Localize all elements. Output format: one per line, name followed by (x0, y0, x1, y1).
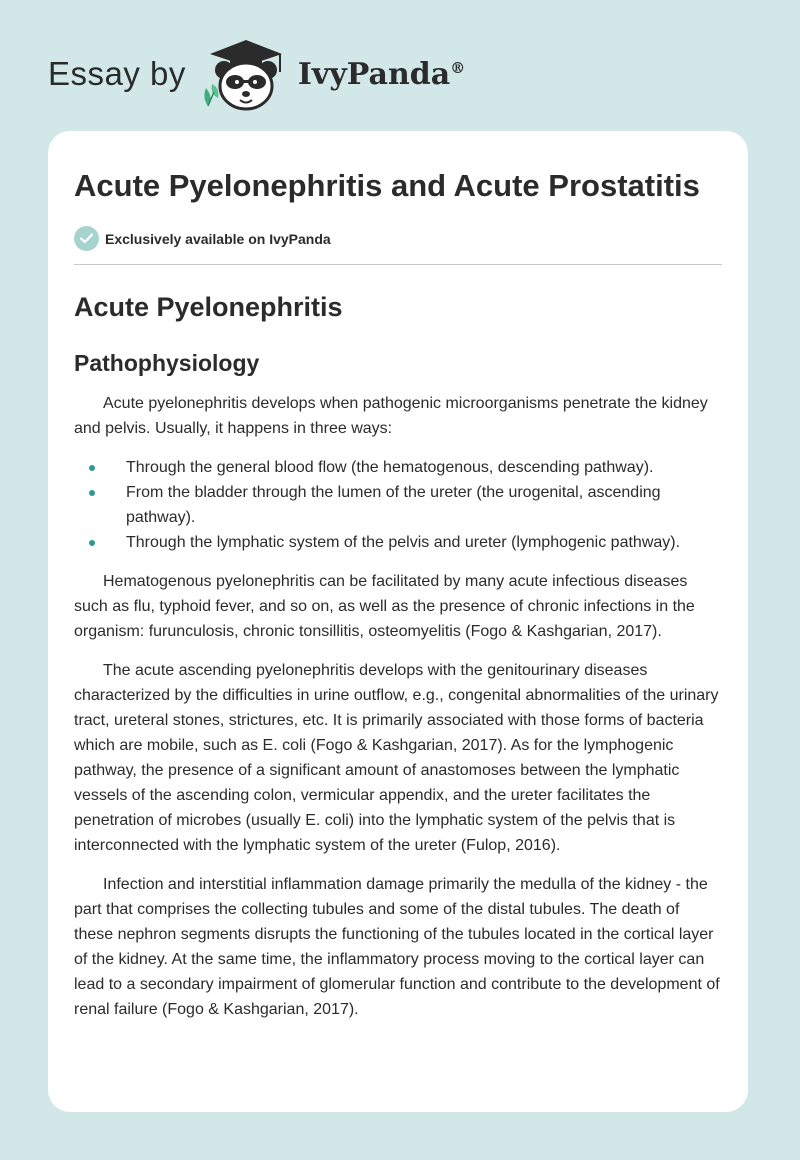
body-paragraph: Hematogenous pyelonephritis can be facilitated by many acute infectious diseases such as flu, typhoid fever, and so on, as well as the presence of chronic infections in the organism: furunculosis, chronic tonsillitis, osteomyelitis (Fogo & Kashgarian, 2017). (74, 573, 695, 640)
brand-name[interactable] (298, 57, 465, 92)
essay-by-label: Essay by (48, 55, 186, 92)
title-divider (74, 264, 722, 265)
section-heading: Acute Pyelonephritis (74, 292, 343, 322)
registered-mark: ® (450, 58, 466, 77)
article-title: Acute Pyelonephritis and Acute Prostatitis (74, 168, 700, 203)
site-header (48, 34, 465, 114)
exclusive-badge-label: Exclusively available on IvyPanda (105, 230, 331, 247)
list-item: Through the lymphatic system of the pelvis and ureter (lymphogenic pathway). (74, 530, 722, 555)
check-circle-icon (74, 226, 99, 251)
article-card (48, 131, 748, 1112)
intro-paragraph: Acute pyelonephritis develops when pathogenic microorganisms penetrate the kidney and pelvis. Usually, it happens in three ways: (74, 395, 708, 437)
exclusive-badge (74, 226, 722, 251)
body-paragraph: Infection and interstitial inflammation damage primarily the medulla of the kidney - the part that comprises the collecting tubules and some of the distal tubules. The death of these nephron segments disrupts the functioning of the tubules located in the cortical layer of the kidney. At the same time, the inflammatory process moving to the cortical layer can lead to a secondary impairment of glomerular function and contribute to the development of renal failure (Fogo & Kashgarian, 2017). (74, 876, 720, 1018)
panda-logo-icon[interactable] (200, 36, 292, 112)
list-item: From the bladder through the lumen of the ureter (the urogenital, ascending pathway). (74, 480, 722, 530)
subsection-heading: Pathophysiology (74, 350, 260, 376)
pathway-list (74, 455, 722, 555)
list-item: Through the general blood flow (the hematogenous, descending pathway). (74, 455, 722, 480)
brand-label: IvyPanda (297, 56, 451, 92)
body-paragraph: The acute ascending pyelonephritis develops with the genitourinary diseases characterized by the difficulties in urine outflow, e.g., congenital abnormalities of the urinary tract, ureteral stones, strictures, etc. It is primarily associated with those forms of bacteria which are mobile, such as E. coli (Fogo & Kashgarian, 2017). As for the lymphogenic pathway, the presence of a significant amount of anastomoses between the lymphatic vessels of the ascending colon, vermicular appendix, and the ureter facilitates the penetration of microbes (usually E. coli) into the lymphatic system of the pelvis that is interconnected with the lymphatic system of the ureter (Fulop, 2016). (74, 662, 719, 854)
